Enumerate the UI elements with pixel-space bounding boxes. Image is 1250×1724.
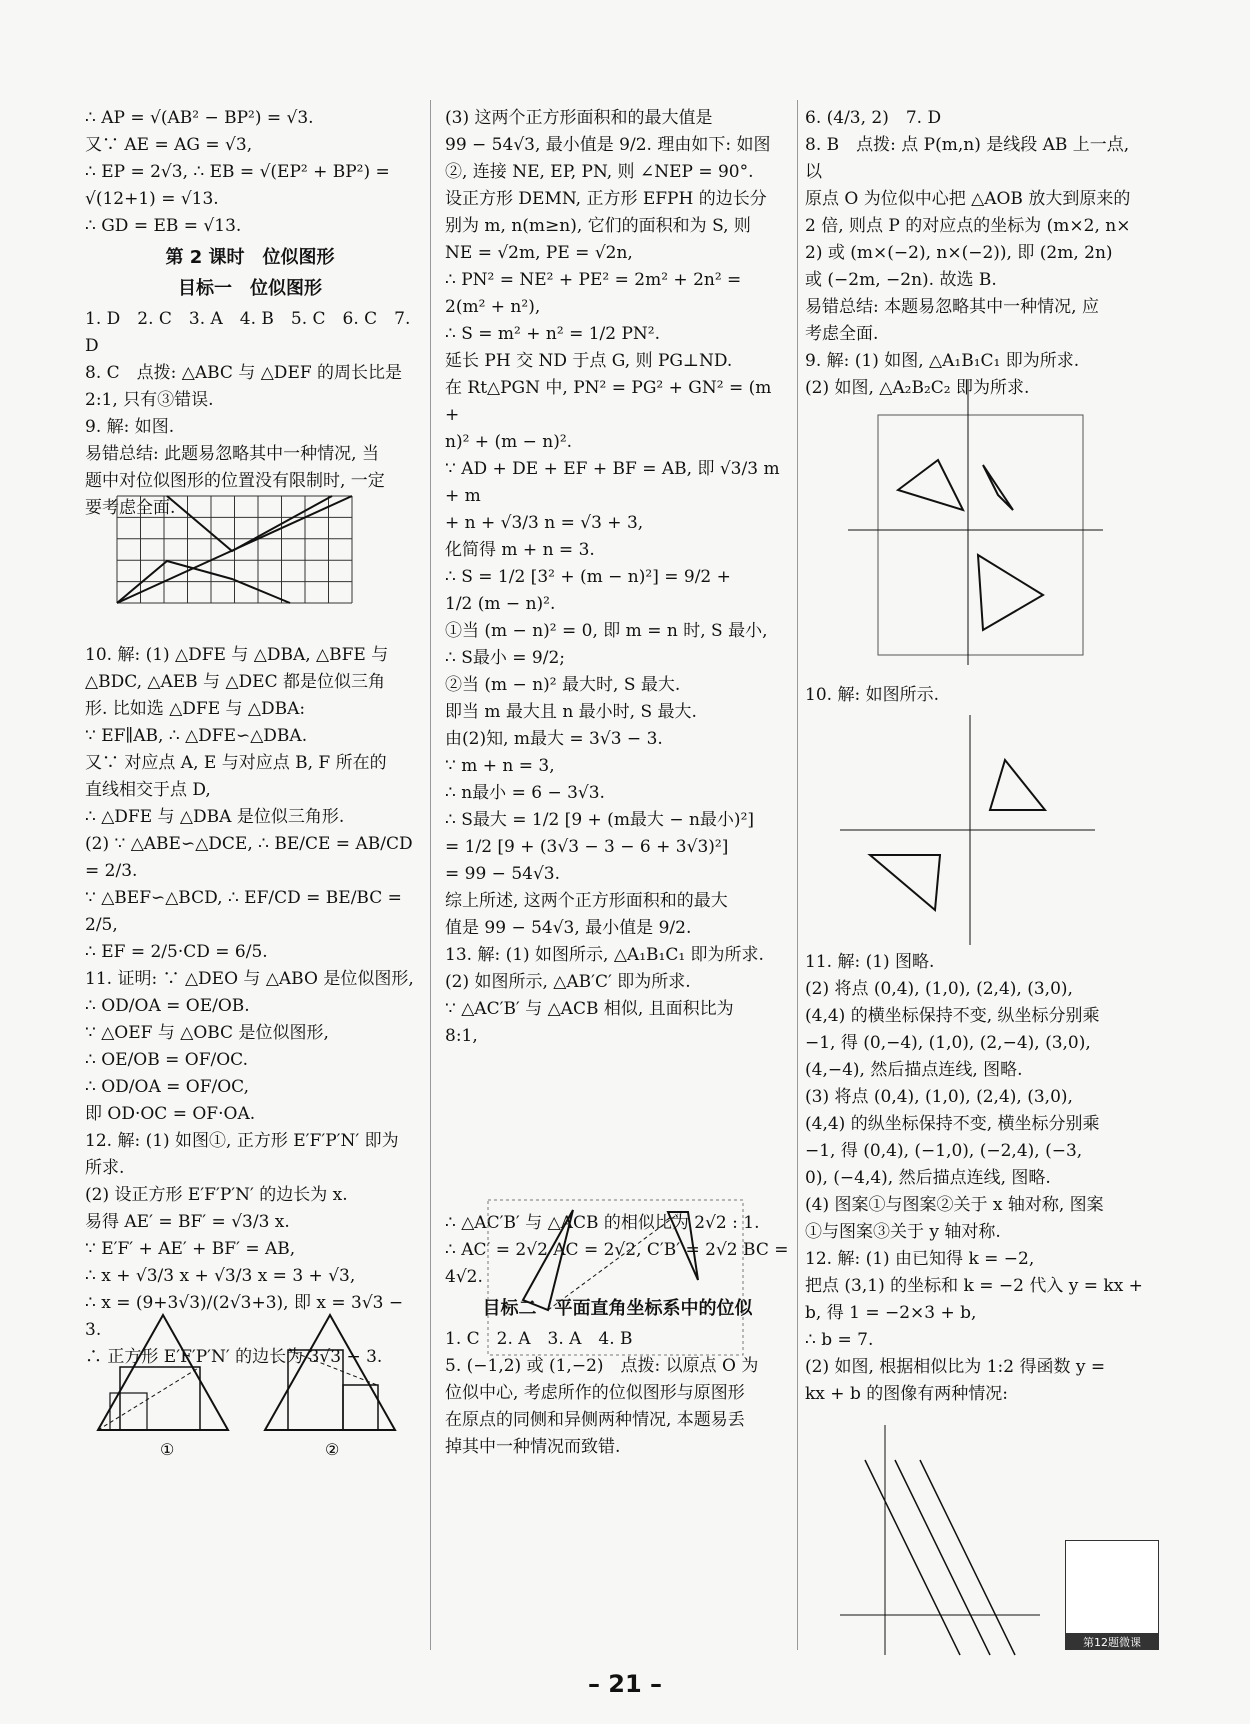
text-line: 6. (4/3, 2) 7. D bbox=[805, 108, 942, 128]
text-line: 1. C 2. A 3. A 4. B bbox=[445, 1329, 633, 1349]
text-line: ∴ PN² = NE² + PE² = 2m² + 2n² = bbox=[445, 270, 742, 290]
text-line: NE = √2m, PE = √2n, bbox=[445, 243, 633, 263]
text-line: n)² + (m − n)². bbox=[445, 432, 573, 452]
text-line: 掉其中一种情况而致错. bbox=[445, 1437, 621, 1457]
text-line: ∴ GD = EB = √13. bbox=[85, 216, 242, 236]
text-line: b, 得 1 = −2×3 + b, bbox=[805, 1303, 977, 1323]
text-line: 在 Rt△PGN 中, PN² = PG² + GN² = (m + bbox=[445, 378, 777, 425]
qr-label: 第12题微课 bbox=[1065, 1634, 1159, 1650]
text-line: 9. 解: 如图. bbox=[85, 417, 175, 437]
text-line: ∵ △OEF 与 △OBC 是位似图形, bbox=[85, 1023, 329, 1043]
text-line: 2(m² + n²), bbox=[445, 297, 541, 317]
text-line: △BDC, △AEB 与 △DEC 都是位似三角 bbox=[85, 672, 385, 692]
text-line: ∴ S = 1/2 [3² + (m − n)²] = 9/2 + bbox=[445, 567, 731, 587]
text-line: 设正方形 DEMN, 正方形 EFPH 的边长分 bbox=[445, 189, 767, 209]
text-line: = 1/2 [9 + (3√3 − 3 − 6 + 3√3)²] bbox=[445, 837, 729, 857]
text-line: 把点 (3,1) 的坐标和 k = −2 代入 y = kx + bbox=[805, 1276, 1143, 1296]
text-line: (4,4) 的纵坐标保持不变, 横坐标分别乘 bbox=[805, 1114, 1100, 1134]
text-line: 2) 或 (m×(−2), n×(−2)), 即 (2m, 2n) bbox=[805, 243, 1113, 263]
figure-label-2: ② bbox=[325, 1440, 340, 1459]
text-line: 易错总结: 此题易忽略其中一种情况, 当 bbox=[85, 444, 379, 464]
text-line: (4) 图案①与图案②关于 x 轴对称, 图案 bbox=[805, 1195, 1104, 1215]
text-line: 题中对位似图形的位置没有限制时, 一定 bbox=[85, 471, 385, 491]
text-line: ∴ AC′ = 2√2 AC = 2√2, C′B′ = 2√2 BC = bbox=[445, 1240, 789, 1260]
text-line: 8. B 点拨: 点 P(m,n) 是线段 AB 上一点, 以 bbox=[805, 135, 1135, 182]
text-line: 综上所述, 这两个正方形面积和的最大 bbox=[445, 891, 728, 911]
text-line: ∴ x + √3/3 x + √3/3 x = 3 + √3, bbox=[85, 1266, 356, 1286]
text-line: ∴ △AC′B′ 与 △ACB 的相似比为 2√2 : 1. bbox=[445, 1213, 760, 1233]
text-line: ∴ n最小 = 6 − 3√3. bbox=[445, 783, 605, 803]
text-line: −1, 得 (0,4), (−1,0), (−2,4), (−3, bbox=[805, 1141, 1083, 1161]
text-line: = 99 − 54√3. bbox=[445, 864, 561, 884]
text-line: ①与图案③关于 y 轴对称. bbox=[805, 1222, 1001, 1242]
text-line: 11. 解: (1) 图略. bbox=[805, 952, 935, 972]
text-line: 5. (−1,2) 或 (1,−2) 点拨: 以原点 O 为 bbox=[445, 1356, 759, 1376]
text-line: ∴ S = m² + n² = 1/2 PN². bbox=[445, 324, 661, 344]
text-line: ∵ △AC′B′ 与 △ACB 相似, 且面积比为 bbox=[445, 999, 734, 1019]
text-line: ∵ E′F′ + AE′ + BF′ = AB, bbox=[85, 1239, 296, 1259]
column-divider bbox=[797, 100, 798, 1650]
text-line: 要考虑全面. bbox=[85, 498, 176, 518]
text-line: 直线相交于点 D, bbox=[85, 780, 211, 800]
text-line: (2) 将点 (0,4), (1,0), (2,4), (3,0), bbox=[805, 979, 1073, 999]
text-line: 延长 PH 交 ND 于点 G, 则 PG⊥ND. bbox=[445, 351, 733, 371]
text-line: 8. C 点拨: △ABC 与 △DEF 的周长比是 bbox=[85, 363, 403, 383]
text-line: 原点 O 为位似中心把 △AOB 放大到原来的 bbox=[805, 189, 1131, 209]
text-line: √(12+1) = √13. bbox=[85, 189, 219, 209]
text-line: 9. 解: (1) 如图, △A₁B₁C₁ 即为所求. bbox=[805, 351, 1080, 371]
text-line: 2 倍, 则点 P 的对应点的坐标为 (m×2, n× bbox=[805, 216, 1131, 236]
text-line: ∴ S最大 = 1/2 [9 + (m最大 − n最小)²] bbox=[445, 810, 755, 830]
grid-figure-q9 bbox=[112, 491, 362, 609]
text-line: ∴ EP = 2√3, ∴ EB = √(EP² + BP²) = bbox=[85, 162, 390, 182]
text-line: 13. 解: (1) 如图所示, △A₁B₁C₁ 即为所求. bbox=[445, 945, 764, 965]
text-line: ∵ △BEF∽△BCD, ∴ EF/CD = BE/BC = 2/5, bbox=[85, 888, 408, 935]
text-line: (2) 如图, △A₂B₂C₂ 即为所求. bbox=[805, 378, 1030, 398]
square-in-triangle-figure-2 bbox=[255, 1305, 405, 1459]
text-line: ∴ x = (9+3√3)/(2√3+3), 即 x = 3√3 − 3. bbox=[85, 1293, 409, 1340]
text-line: 10. 解: 如图所示. bbox=[805, 685, 939, 705]
text-line: ∵ AD + DE + EF + BF = AB, 即 √3/3 m + m bbox=[445, 459, 785, 506]
text-line: 值是 99 − 54√3, 最小值是 9/2. bbox=[445, 918, 692, 938]
coordinate-figure-q10 bbox=[840, 715, 1105, 945]
text-line: ②, 连接 NE, EP, PN, 则 ∠NEP = 90°. bbox=[445, 162, 754, 182]
text-line: 别为 m, n(m≥n), 它们的面积和为 S, 则 bbox=[445, 216, 751, 236]
figure-label-1: ① bbox=[160, 1440, 175, 1459]
coordinate-figure-q9 bbox=[848, 380, 1113, 670]
text-line: (4,−4), 然后描点连线, 图略. bbox=[805, 1060, 1023, 1080]
text-line: 易错总结: 本题易忽略其中一种情况, 应 bbox=[805, 297, 1099, 317]
text-line: ∴ S最小 = 9/2; bbox=[445, 648, 566, 668]
text-line: (2) 设正方形 E′F′P′N′ 的边长为 x. bbox=[85, 1185, 348, 1205]
text-line: 1/2 (m − n)². bbox=[445, 594, 556, 614]
text-line: (3) 这两个正方形面积和的最大值是 bbox=[445, 108, 713, 128]
text-line: 又∵ AE = AG = √3, bbox=[85, 135, 253, 155]
grid-figure-q13 bbox=[488, 1200, 743, 1355]
text-line: ∵ m + n = 3, bbox=[445, 756, 555, 776]
text-line: ∴ OE/OB = OF/OC. bbox=[85, 1050, 248, 1070]
column-divider bbox=[430, 100, 431, 1650]
text-line: 即当 m 最大且 n 最小时, S 最大. bbox=[445, 702, 697, 722]
text-line: 12. 解: (1) 如图①, 正方形 E′F′P′N′ 即为 bbox=[85, 1131, 399, 1151]
text-line: −1, 得 (0,−4), (1,0), (2,−4), (3,0), bbox=[805, 1033, 1091, 1053]
text-line: 考虑全面. bbox=[805, 324, 879, 344]
text-line: ∴ △DFE 与 △DBA 是位似三角形. bbox=[85, 807, 345, 827]
text-line: ∵ EF∥AB, ∴ △DFE∽△DBA. bbox=[85, 726, 308, 746]
text-line: 目标二 平面直角坐标系中的位似 bbox=[482, 1298, 753, 1319]
text-line: ∴ b = 7. bbox=[805, 1330, 874, 1350]
text-line: kx + b 的图像有两种情况: bbox=[805, 1384, 1008, 1404]
text-line: ②当 (m − n)² 最大时, S 最大. bbox=[445, 675, 681, 695]
text-line: 11. 证明: ∵ △DEO 与 △ABO 是位似图形, bbox=[85, 969, 414, 989]
text-line: 即 OD·OC = OF·OA. bbox=[85, 1104, 256, 1124]
text-line: 1. D 2. C 3. A 4. B 5. C 6. C 7. D bbox=[85, 309, 416, 356]
text-line: (3) 将点 (0,4), (1,0), (2,4), (3,0), bbox=[805, 1087, 1073, 1107]
text-line: ∴ AP = √(AB² − BP²) = √3. bbox=[85, 108, 314, 128]
text-line: 所求. bbox=[85, 1158, 125, 1178]
linear-function-graph-q12 bbox=[840, 1420, 1050, 1660]
text-line: 第 2 课时 位似图形 bbox=[165, 247, 335, 268]
text-line: 目标一 位似图形 bbox=[178, 278, 322, 299]
text-line: 在原点的同侧和异侧两种情况, 本题易丢 bbox=[445, 1410, 745, 1430]
column-left bbox=[85, 105, 418, 1371]
text-line: 0), (−4,4), 然后描点连线, 图略. bbox=[805, 1168, 1051, 1188]
text-line: 或 (−2m, −2n). 故选 B. bbox=[805, 270, 997, 290]
text-line: 12. 解: (1) 由已知得 k = −2, bbox=[805, 1249, 1035, 1269]
figure-space bbox=[445, 1050, 790, 1210]
square-in-triangle-figure-1 bbox=[88, 1305, 238, 1459]
text-line: 形. 比如选 △DFE 与 △DBA: bbox=[85, 699, 306, 719]
page-number: – 21 – bbox=[587, 1670, 663, 1698]
text-line: ∴ EF = 2/5·CD = 6/5. bbox=[85, 942, 268, 962]
text-line: (2) ∵ △ABE∽△DCE, ∴ BE/CE = AB/CD = 2/3. bbox=[85, 834, 418, 881]
text-line: 4√2. bbox=[445, 1267, 483, 1287]
text-line: ∴ OD/OA = OE/OB. bbox=[85, 996, 250, 1016]
text-line: 化简得 m + n = 3. bbox=[445, 540, 595, 560]
text-line: ①当 (m − n)² = 0, 即 m = n 时, S 最小, bbox=[445, 621, 768, 641]
text-line: + n + √3/3 n = √3 + 3, bbox=[445, 513, 644, 533]
text-line: 由(2)知, m最大 = 3√3 − 3. bbox=[445, 729, 663, 749]
text-line: ∴ OD/OA = OF/OC, bbox=[85, 1077, 249, 1097]
text-line: 10. 解: (1) △DFE 与 △DBA, △BFE 与 bbox=[85, 645, 389, 665]
qr-code[interactable] bbox=[1065, 1540, 1159, 1634]
text-line: (2) 如图所示, △AB′C′ 即为所求. bbox=[445, 972, 691, 992]
text-line: (4,4) 的横坐标保持不变, 纵坐标分别乘 bbox=[805, 1006, 1100, 1026]
text-line: 又∵ 对应点 A, E 与对应点 B, F 所在的 bbox=[85, 753, 387, 773]
text-line: 位似中心, 考虑所作的位似图形与原图形 bbox=[445, 1383, 745, 1403]
text-line: 易得 AE′ = BF′ = √3/3 x. bbox=[85, 1212, 290, 1232]
text-line: 2:1, 只有③错误. bbox=[85, 390, 214, 410]
text-line: ∴ 正方形 E′F′P′N′ 的边长为 3√3 − 3. bbox=[85, 1347, 383, 1367]
text-line: 99 − 54√3, 最小值是 9/2. 理由如下: 如图 bbox=[445, 135, 771, 155]
text-line: 8:1, bbox=[445, 1026, 478, 1046]
text-line: (2) 如图, 根据相似比为 1:2 得函数 y = bbox=[805, 1357, 1106, 1377]
